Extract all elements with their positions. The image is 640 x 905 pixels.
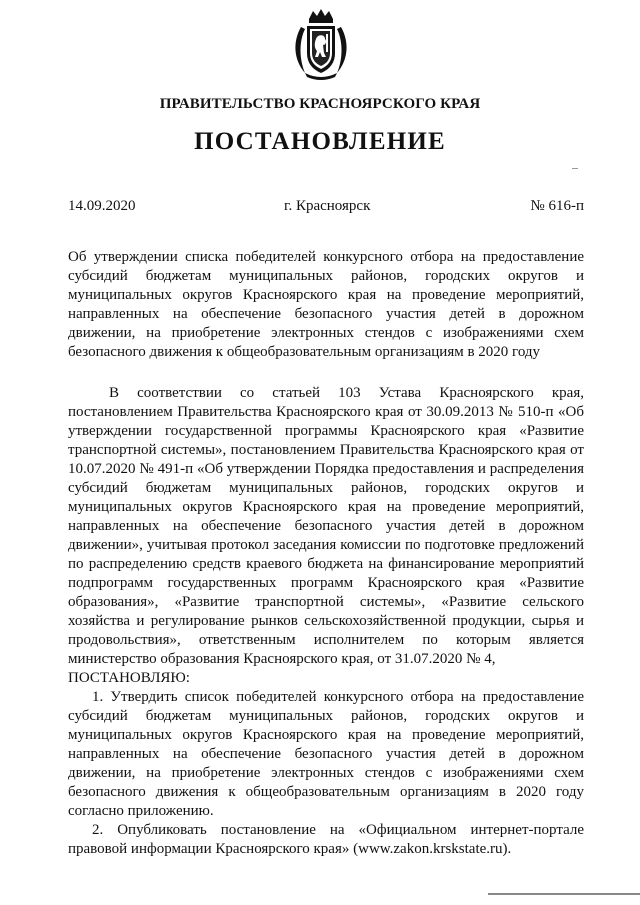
document-city: г. Красноярск (284, 198, 371, 214)
preamble-paragraph: В соответствии со статьей 103 Устава Красноярского края, постановлением Правительства Красноярского края от 30.09.2013 № 510-п «Об утверждении государственной программы Красноярского края «Развитие транспортной системы», постановлением Правительства Красноярского края от 10.07.2020 № 491-п «Об утверждении Порядка предоставления и распределения субсидий бюджетам муниципальных районов, городских округов и муниципальных округов Красноярского края на проведение мероприятий, направленных на обеспечение безопасного участия детей в дорожном движении», учитывая протокол заседания комиссии по подготовке предложений по распределению средств краевого бюджета на финансирование мероприятий подпрограмм государственных программ Красноярского края «Развитие образования», «Развитие транспортной системы», «Развитие сельского хозяйства и регулирование рынков сельскохозяйственной продукции, сырья и продовольствия», ответственным исполнителем по которым является министерство образования Красноярского края, от 31.07.2020 № 4, (68, 385, 584, 667)
document-date: 14.09.2020 (68, 198, 136, 214)
document-number: № 616-п (530, 198, 584, 214)
document-type-title: ПОСТАНОВЛЕНИЕ (194, 128, 446, 155)
government-name: ПРАВИТЕЛЬСТВО КРАСНОЯРСКОГО КРАЯ (159, 96, 481, 112)
clause-2: 2. Опубликовать постановление на «Официальном интернет-портале правовой информации Красноярского края» (www.zakon.krskstate.ru). (68, 822, 584, 857)
document-body (68, 384, 584, 859)
scan-mark (488, 893, 640, 895)
scan-mark (572, 168, 578, 169)
clause-1: 1. Утвердить список победителей конкурсного отбора на предоставление субсидий бюджетам муниципальных районов, городских округов и муниципальных округов Красноярского края на проведение мероприятий, направленных на обеспечение безопасного участия детей в дорожном движении, на приобретение электронных стендов с изображениями схем безопасного движения к общеобразовательным организациям в 2020 году согласно приложению. (68, 689, 584, 819)
coat-of-arms-emblem (291, 7, 351, 83)
document-subject: Об утверждении списка победителей конкурсного отбора на предоставление субсидий бюджетам муниципальных районов, городских округов и муниципальных округов Красноярского края на проведение мероприятий, направленных на обеспечение безопасного участия детей в дорожном движении, на приобретение электронных стендов с изображениями схем безопасного движения к общеобразовательным организациям в 2020 году (68, 249, 584, 360)
resolve-heading: ПОСТАНОВЛЯЮ: (68, 670, 190, 686)
